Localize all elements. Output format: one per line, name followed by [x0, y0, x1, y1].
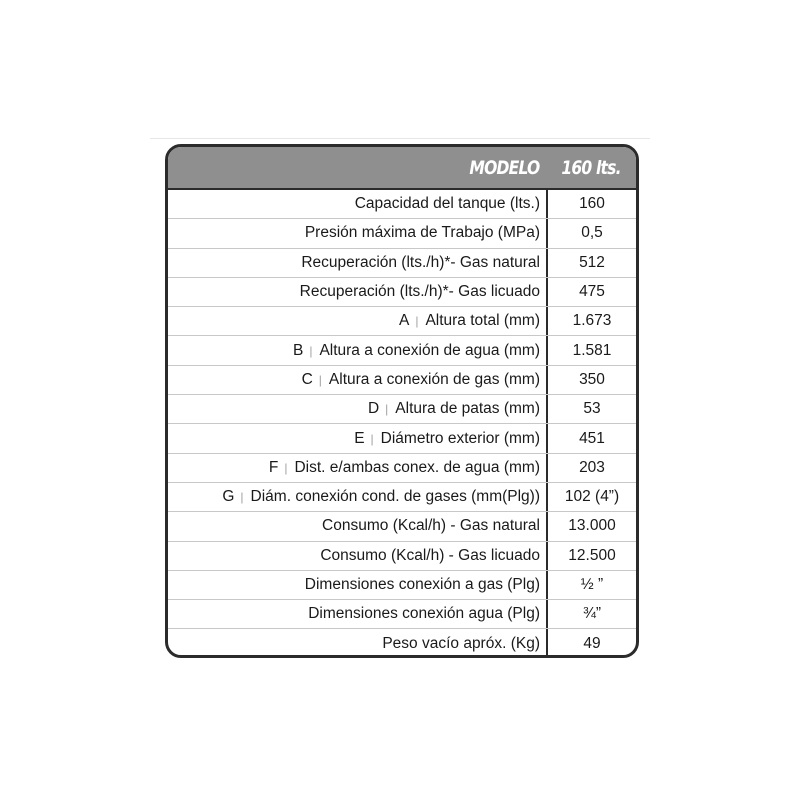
row-value: 13.000 — [546, 512, 636, 540]
row-label — [168, 600, 546, 628]
row-label-text: Diámetro exterior (mm) — [380, 429, 540, 447]
dimension-letter: A — [398, 312, 410, 330]
table-row — [168, 454, 636, 483]
row-label-text: Altura de patas (mm) — [395, 400, 540, 418]
row-value: 49 — [546, 629, 636, 658]
row-value: 0,5 — [546, 219, 636, 247]
table-row — [168, 278, 636, 307]
row-label-text: Consumo (Kcal/h) - Gas licuado — [320, 546, 540, 564]
row-label-text: Altura a conexión de agua (mm) — [319, 341, 540, 359]
separator-mark: | — [385, 402, 389, 417]
separator-mark: | — [240, 490, 244, 505]
table-row — [168, 336, 636, 365]
row-label-text: Recuperación (lts./h)*- Gas licuado — [299, 283, 540, 301]
row-label — [168, 307, 546, 335]
table-row — [168, 190, 636, 219]
row-value: ½ ” — [546, 571, 636, 599]
table-header — [168, 147, 636, 190]
row-label-text: Diám. conexión cond. de gases (mm(Plg)) — [250, 488, 540, 506]
row-label — [168, 190, 546, 218]
row-label-text: Peso vacío apróx. (Kg) — [382, 635, 540, 653]
row-label — [168, 366, 546, 394]
header-model-value: 160 lts. — [561, 156, 621, 179]
table-row — [168, 219, 636, 248]
separator-mark: | — [309, 343, 313, 358]
header-model-label: MODELO — [469, 156, 540, 179]
row-label-text: Altura a conexión de gas (mm) — [328, 370, 540, 388]
dimension-letter: G — [222, 488, 235, 506]
row-value: 475 — [546, 278, 636, 306]
row-label-text: Recuperación (lts./h)*- Gas natural — [301, 253, 540, 271]
dimension-letter: E — [354, 429, 365, 447]
row-label-text: Altura total (mm) — [425, 312, 540, 330]
row-label — [168, 219, 546, 247]
row-value: 53 — [546, 395, 636, 423]
table-row — [168, 629, 636, 658]
row-label — [168, 424, 546, 452]
row-value: 160 — [546, 190, 636, 218]
row-label — [168, 512, 546, 540]
row-value: 451 — [546, 424, 636, 452]
row-label — [168, 571, 546, 599]
top-divider — [150, 138, 650, 139]
row-value: 102 (4”) — [546, 483, 636, 511]
separator-mark: | — [284, 460, 288, 475]
spec-table — [165, 144, 639, 658]
row-label — [168, 454, 546, 482]
row-label — [168, 278, 546, 306]
row-label-text: Capacidad del tanque (lts.) — [354, 195, 540, 213]
row-value: 203 — [546, 454, 636, 482]
dimension-letter: F — [268, 458, 279, 476]
table-row — [168, 366, 636, 395]
table-row — [168, 424, 636, 453]
table-row — [168, 249, 636, 278]
row-label-text: Presión máxima de Trabajo (MPa) — [304, 224, 540, 242]
row-value: 350 — [546, 366, 636, 394]
row-label-text: Dist. e/ambas conex. de agua (mm) — [294, 458, 540, 476]
table-row — [168, 512, 636, 541]
row-label — [168, 249, 546, 277]
dimension-letter: D — [367, 400, 380, 418]
row-label — [168, 395, 546, 423]
table-row — [168, 307, 636, 336]
row-value: 1.673 — [546, 307, 636, 335]
row-label — [168, 629, 546, 658]
table-row — [168, 395, 636, 424]
dimension-letter: C — [301, 370, 313, 388]
dimension-letter: B — [292, 341, 304, 359]
table-body — [168, 190, 636, 658]
separator-mark: | — [415, 314, 419, 329]
row-value: 1.581 — [546, 336, 636, 364]
row-label — [168, 483, 546, 511]
row-label — [168, 542, 546, 570]
table-row — [168, 542, 636, 571]
row-value: 12.500 — [546, 542, 636, 570]
row-label-text: Dimensiones conexión a gas (Plg) — [304, 576, 540, 593]
row-value: 512 — [546, 249, 636, 277]
row-label-text: Consumo (Kcal/h) - Gas natural — [322, 517, 540, 535]
table-row — [168, 571, 636, 600]
table-row — [168, 483, 636, 512]
row-label-text: Dimensiones conexión agua (Plg) — [308, 605, 540, 623]
separator-mark: | — [370, 431, 374, 446]
separator-mark: | — [318, 372, 322, 387]
row-value: ¾” — [546, 600, 636, 628]
row-label — [168, 336, 546, 364]
table-row — [168, 600, 636, 629]
